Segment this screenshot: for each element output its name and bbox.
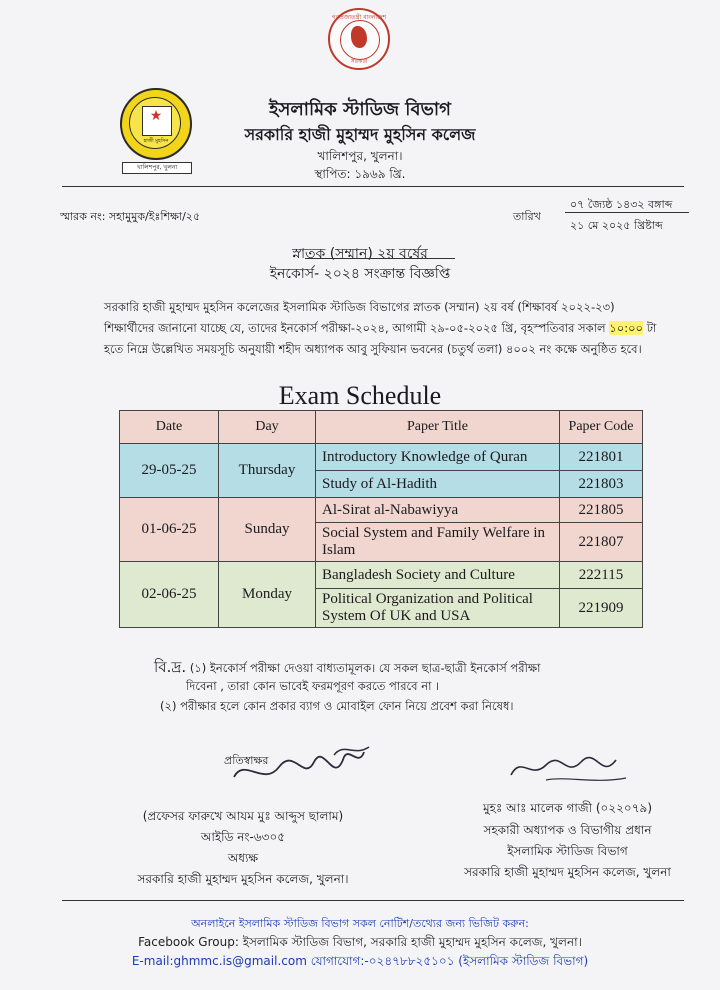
table-row [120, 444, 643, 471]
principal-name: (প্রফেসর ফারুখে আযম মুঃ আব্দুস ছালাম) [142, 809, 344, 823]
seal-ring-text: গণপ্রজাতন্ত্রী বাংলাদেশ [331, 14, 387, 21]
principal-institution: সরকারি হাজী মুহাম্মদ মুহসিন কলেজ, খুলনা। [137, 872, 349, 886]
header-divider [62, 186, 684, 187]
principal-signature [224, 737, 374, 797]
note-2: (২) পরীক্ষার হলে কোন প্রকার ব্যাগ ও মোবাইল ফোন নিয়ে প্রবেশ করা নিষেধ। [160, 699, 514, 713]
paper-code: 221803 [560, 471, 643, 498]
table-header-row [120, 411, 643, 444]
exam-date: 01-06-25 [120, 498, 219, 562]
notice-title-line2: ইনকোর্স- ২০২৪ সংক্রান্ত বিজ্ঞপ্তি [269, 266, 451, 282]
star-icon: ★ [149, 108, 163, 124]
principal-id: আইডি নং-৬৩০৫ [200, 830, 286, 844]
countersign-label: প্রতিস্বাক্ষর [224, 754, 269, 767]
paper-code: 222115 [560, 562, 643, 589]
head-institution: সরকারি হাজী মুহাম্মদ মুহসিন কলেজ, খুলনা [464, 865, 671, 879]
note-1: (১) ইনকোর্স পরীক্ষা দেওয়া বাধ্যতামূলক। যে সকল ছাত্র-ছাত্রী ইনকোর্স পরীক্ষা [189, 661, 541, 675]
bangladesh-map-icon [351, 26, 367, 48]
seal-caption: সরকার [350, 58, 368, 65]
schedule-title: Exam Schedule [278, 381, 442, 410]
exam-day: Thursday [219, 444, 316, 498]
col-paper-code: Paper Code [560, 411, 643, 444]
notice-body-part2: টা হতে নিম্নে উল্লেখিত সময়সূচি অনুযায়ী শহীদ অধ্যাপক আবু সুফিয়ান ভবনের (চতুর্থ তলা) ৪০০২ নং কক্ষে অনুষ্ঠিত হবে। [104, 321, 657, 356]
col-day: Day [219, 411, 316, 444]
footer-facebook: Facebook Group: ইসলামিক স্টাডিজ বিভাগ, সরকারি হাজী মুহাম্মদ মুহসিন কলেজ, খুলনা। [138, 935, 582, 949]
head-signature [506, 750, 636, 790]
paper-title: Introductory Knowledge of Quran [316, 444, 560, 471]
notice-body [104, 297, 666, 360]
footer-divider [62, 900, 684, 901]
exam-time-highlight: ১০:০০ [609, 321, 644, 335]
note-prefix: বি.দ্র. [154, 658, 187, 676]
paper-title: Al-Sirat al-Nabawiyya [316, 498, 560, 523]
paper-code: 221807 [560, 523, 643, 562]
paper-code: 221909 [560, 589, 643, 628]
col-date: Date [120, 411, 219, 444]
memo-reference: স্মারক নং: সহামুমুক/ইঃশিক্ষা/২৫ [60, 210, 201, 223]
date-label: তারিখ [513, 210, 541, 223]
college-name: সরকারি হাজী মুহাম্মদ মুহসিন কলেজ [244, 125, 476, 144]
exam-date: 02-06-25 [120, 562, 219, 628]
department-title: ইসলামিক স্টাডিজ বিভাগ [269, 99, 451, 120]
head-designation: সহকারী অধ্যাপক ও বিভাগীয় প্রধান [483, 823, 652, 837]
principal-designation: অধ্যক্ষ [227, 851, 259, 865]
footer-email: E-mail:ghmmc.is@gmail.com যোগাযোগ:-০২৪৭৮৮২৫১০১ (ইসলামিক স্টাডিজ বিভাগ) [131, 954, 589, 968]
exam-day: Sunday [219, 498, 316, 562]
logo-inner-caption: হাজী মুহসিন [143, 138, 169, 144]
logo-caption: খালিশপুর, খুলনা [122, 162, 192, 174]
title-underline [305, 258, 455, 259]
established-year: স্থাপিত: ১৯৬৯ খ্রি. [314, 167, 406, 181]
date-divider [565, 212, 689, 213]
exam-day: Monday [219, 562, 316, 628]
note-1-continued: দিবেনা , তারা কোন ভাবেই ফরমপূরণ করতে পারবে না । [186, 679, 440, 693]
table-row [120, 562, 643, 589]
notice-title-line1: স্নাতক (সম্মান) ২য় বর্ষের [292, 246, 428, 262]
government-seal [328, 8, 390, 70]
head-department: ইসলামিক স্টাডিজ বিভাগ [507, 844, 628, 858]
notice-body-part1: সরকারি হাজী মুহাম্মদ মুহসিন কলেজের ইসলামিক স্টাডিজ বিভাগের স্নাতক (সম্মান) ২য় বর্ষ (শিক্ষাবর্ষ ২০২২-২৩) শিক্ষার্থীদের জানানো যাচ্ছে যে, তাদের ইনকোর্স পরীক্ষা-২০২৪, আগামী ২৯-০৫-২০২৫ খ্রি, বৃহস্পতিবার সকাল [104, 300, 615, 335]
exam-date: 29-05-25 [120, 444, 219, 498]
paper-title: Social System and Family Welfare in Islam [316, 523, 560, 562]
footer-online-notice: অনলাইনে ইসলামিক স্টাডিজ বিভাগ সকল নোটিশ/তথ্যের জন্য ভিজিট করুন: [191, 917, 529, 930]
col-paper-title: Paper Title [316, 411, 560, 444]
paper-title: Study of Al-Hadith [316, 471, 560, 498]
table-row [120, 498, 643, 523]
paper-title: Political Organization and Political System Of UK and USA [316, 589, 560, 628]
date-english: ২১ মে ২০২৫ খ্রিষ্টাব্দ [570, 219, 663, 232]
date-bangla: ০৭ জ্যৈষ্ঠ ১৪৩২ বঙ্গাব্দ [570, 198, 673, 211]
paper-code: 221801 [560, 444, 643, 471]
college-location: খালিশপুর, খুলনা। [317, 149, 403, 163]
head-name: মুহঃ আঃ মালেক গাজী (০২২০৭৯) [483, 801, 652, 815]
paper-title: Bangladesh Society and Culture [316, 562, 560, 589]
exam-schedule-table [119, 410, 643, 628]
paper-code: 221805 [560, 498, 643, 523]
